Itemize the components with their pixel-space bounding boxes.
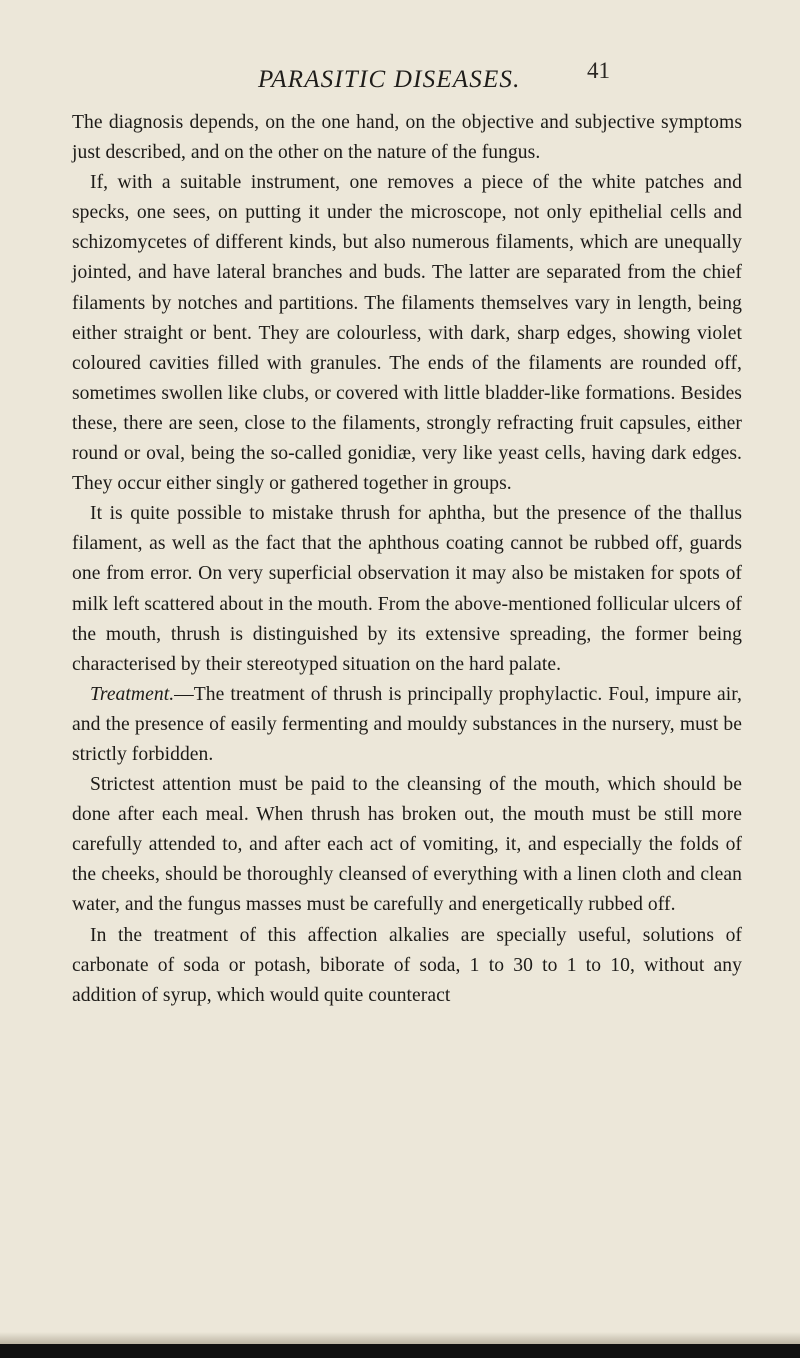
paragraph-cleansing (72, 770, 742, 920)
treatment-heading: Treatment. (90, 683, 175, 705)
running-title: PARASITIC DISEASES. (258, 66, 521, 93)
paragraph-text: It is quite possible to mistake thrush for aphtha, but the presence of the thallus filament, as well as the fact that the aphthous coating cannot be rubbed off, guards one from error. On very superficial observation it may also be mistaken for spots of milk left scattered about in the mouth. From the above-mentioned follicular ulcers of the mouth, thrush is distinguished by its extensive spreading, the former being characterised by their stereotyped situation on the hard palate. (72, 503, 742, 675)
paragraph-diagnosis (72, 108, 742, 168)
page-header (0, 58, 800, 106)
paragraph-treatment (72, 680, 742, 770)
paragraph-text: In the treatment of this affection alkalies are specially useful, solutions of carbonate of soda or potash, biborate of soda, 1 to 30 to 1 to 10, without any addition of syrup, which would quite counteract (72, 924, 742, 1006)
page-bottom-shadow (0, 1332, 800, 1344)
scan-bottom-border (0, 1344, 800, 1358)
body-text (72, 108, 742, 1011)
page-number: 41 (587, 58, 610, 83)
paragraph-alkalies (72, 921, 742, 1011)
paragraph-text: If, with a suitable instrument, one removes a piece of the white patches and specks, one sees, on putting it under the microscope, not only epithelial cells and schizomycetes of different kinds, but also numerous filaments, which are unequally jointed, and have lateral branches and buds. The latter are separated from the chief filaments by notches and partitions. The filaments themselves vary in length, being either straight or bent. They are colourless, with dark, sharp edges, showing violet coloured cavities filled with granules. The ends of the filaments are rounded off, sometimes swollen like clubs, or covered with little bladder-like formations. Besides these, there are seen, close to the filaments, strongly refracting fruit capsules, either round or oval, being the so-called gonidiæ, very like yeast cells, having dark edges. They occur either singly or gathered together in groups. (72, 172, 742, 495)
paragraph-microscopy (72, 168, 742, 499)
paragraph-text: Strictest attention must be paid to the cleansing of the mouth, which should be done after each meal. When thrush has broken out, the mouth must be still more carefully attended to, and after each act of vomiting, it, and especially the folds of the cheeks, should be thoroughly cleansed of everything with a linen cloth and clean water, and the fungus masses must be carefully and energetically rubbed off. (72, 774, 742, 916)
paragraph-differential (72, 499, 742, 680)
paragraph-text: The diagnosis depends, on the one hand, on the objective and subjective symptoms just described, and on the other on the nature of the fungus. (72, 112, 742, 164)
paragraph-text: —The treatment of thrush is principally prophylactic. Foul, impure air, and the presence of easily fermenting and mouldy substances in the nursery, must be strictly forbidden. (72, 683, 742, 765)
